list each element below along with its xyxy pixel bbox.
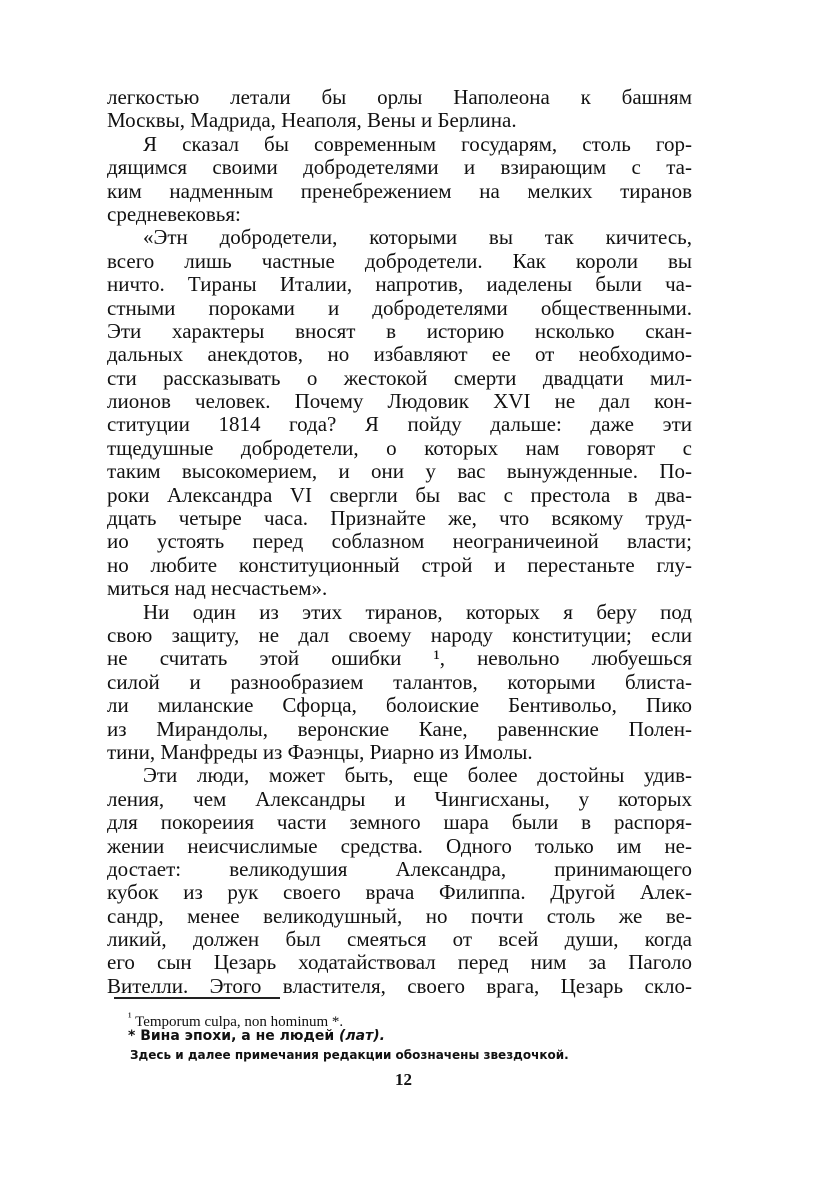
text-line: ституции 1814 года? Я пойду дальше: даже эти xyxy=(107,412,692,437)
text-line: лионов человек. Почему Людовик XVI не дал кон- xyxy=(107,389,692,414)
footnote-2-marker: * xyxy=(128,1028,136,1044)
text-line: Москвы, Мадрида, Неаполя, Вены и Берлина. xyxy=(107,108,517,133)
text-line: тини, Манфреды из Фаэнцы, Риарно из Имолы. xyxy=(107,739,533,764)
page-number: 12 xyxy=(395,1070,412,1089)
footnote-2-text: Вина эпохи, а не людей xyxy=(140,1028,335,1044)
text-line: Я сказал бы современным государям, столь гор- xyxy=(143,131,692,156)
editor-note: Здесь и далее примечания редакции обозначены звездочкой. xyxy=(130,1048,569,1062)
footnote-separator xyxy=(114,997,280,999)
text-line: сандр, менее великодушный, но почти столь же ве- xyxy=(107,903,692,928)
text-line: легкостью летали бы орлы Наполеона к башням xyxy=(107,85,692,109)
footnote-2 xyxy=(128,1027,708,1046)
text-line: сти рассказывать о жестокой смерти двадцати мил- xyxy=(107,365,692,390)
text-line: ким надменным пренебрежением на мелких тиранов xyxy=(107,178,692,203)
footnote-2-lang: (лат). xyxy=(339,1028,385,1044)
text-line: ничто. Тираны Италии, напротив, иаделены были ча- xyxy=(107,272,692,297)
text-line: силой и разнообразием талантов, которыми блиста- xyxy=(107,669,692,694)
text-line: Ни один из этих тиранов, которых я беру под xyxy=(143,599,692,624)
text-line: жении неисчислимые средства. Одного только им не- xyxy=(107,833,692,858)
text-line: миться над несчастьем». xyxy=(107,576,328,601)
text-line: «Этн добродетели, которыми вы так кичитесь, xyxy=(143,225,692,250)
text-line: для покореиия части земного шара были в распоря- xyxy=(107,810,692,835)
text-line: ликий, должен был смеяться от всей души, когда xyxy=(107,927,692,952)
text-line: ио устоять перед соблазном неограничеиной власти; xyxy=(107,529,692,554)
text-line: роки Александра VI свергли бы вас с престола в два- xyxy=(107,482,692,507)
text-line: достает: великодушия Александра, принимающего xyxy=(107,856,692,881)
footnote-1-marker: ¹ xyxy=(128,1010,132,1024)
text-line: ления, чем Александры и Чингисханы, у которых xyxy=(107,786,692,811)
text-line: тщедушные добродетели, о которых нам говорят с xyxy=(107,435,692,460)
text-line: средневековья: xyxy=(107,201,241,226)
text-line: свою защиту, не дал своему народу конституции; если xyxy=(107,622,692,647)
text-line: стными пороками и добродетелями общественными. xyxy=(107,295,692,320)
text-line: не считать этой ошибки ¹, невольно любуешься xyxy=(107,646,692,671)
text-line: из Мирандолы, веронские Кане, равеннские Полен- xyxy=(107,716,692,741)
text-line: его сын Цезарь ходатайствовал перед ним за Паголо xyxy=(107,950,692,975)
text-line: но любите конституционный строй и перестаньте глу- xyxy=(107,552,692,577)
text-line: всего лишь частные добродетели. Как короли вы xyxy=(107,248,692,273)
text-line: кубок из рук своего врача Филиппа. Другой Алек- xyxy=(107,880,692,905)
main-text xyxy=(107,86,692,998)
text-line: таким высокомерием, и они у вас вынужденные. По- xyxy=(107,459,692,484)
text-line: дцать четыре часа. Признайте же, что всякому труд- xyxy=(107,506,692,531)
footnote-1-text: Temporum culpa, non hominum *. xyxy=(135,1014,344,1030)
text-line: дальных анекдотов, но избавляют ее от необходимо- xyxy=(107,342,692,367)
text-line: Эти характеры вносят в историю нсколько скан- xyxy=(107,318,692,343)
text-line: ли миланские Сфорца, болоиские Бентивольо, Пико xyxy=(107,693,692,718)
text-line: дящимся своими добродетелями и взирающим с та- xyxy=(107,155,692,180)
text-line: Эти люди, может быть, еще более достойны удив- xyxy=(143,763,692,788)
text-line: Вителли. Этого властителя, своего врага, Цезарь скло- xyxy=(107,973,692,998)
